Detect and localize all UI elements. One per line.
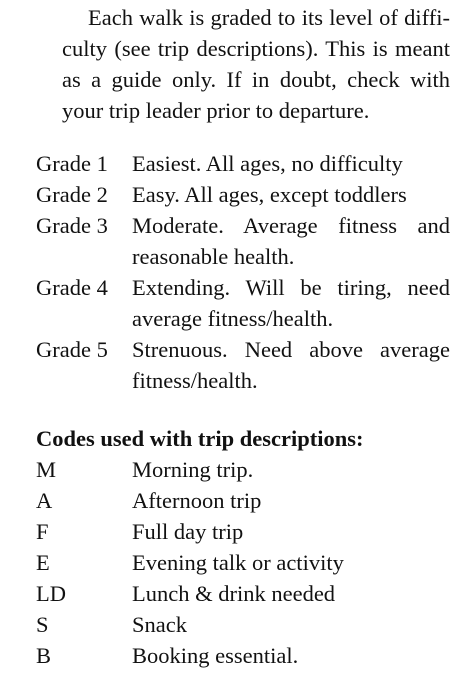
code-key: F <box>36 519 49 544</box>
code-list <box>36 454 450 671</box>
grade-label: Grade 2 <box>36 182 108 207</box>
code-row <box>36 516 450 547</box>
grade-label: Grade 4 <box>36 275 108 300</box>
code-row <box>36 454 450 485</box>
code-key: A <box>36 488 53 513</box>
grade-description <box>132 334 450 396</box>
grade-label: Grade 3 <box>36 213 108 238</box>
grade-row-5 <box>36 334 450 396</box>
code-row <box>36 578 450 609</box>
intro-line: culty (see trip descriptions). This is meant <box>62 36 450 61</box>
code-row <box>36 640 450 671</box>
code-key: E <box>36 550 50 575</box>
grade-row-4 <box>36 272 450 334</box>
codes-heading: Codes used with trip descriptions: <box>36 426 364 451</box>
document-page <box>36 2 450 671</box>
grade-list <box>36 148 450 396</box>
grade-label: Grade 5 <box>36 337 108 362</box>
code-key: LD <box>36 581 66 606</box>
grade-description <box>132 148 450 179</box>
code-description: Booking essential. <box>132 643 299 668</box>
grade-description <box>132 179 450 210</box>
grade-description-line: Easiest. All ages, no difficulty <box>132 151 403 176</box>
code-key: S <box>36 612 49 637</box>
grade-row-1 <box>36 148 450 179</box>
code-description: Afternoon trip <box>132 488 262 513</box>
code-description: Evening talk or activity <box>132 550 344 575</box>
code-key: M <box>36 457 57 482</box>
grade-description <box>132 272 450 334</box>
code-description: Full day trip <box>132 519 244 544</box>
code-row <box>36 485 450 516</box>
code-description: Snack <box>132 612 187 637</box>
intro-paragraph <box>36 2 450 126</box>
grade-description-line: Strenuous. Need above average <box>132 337 450 362</box>
intro-line: your trip leader prior to departure. <box>62 98 370 123</box>
grade-row-3 <box>36 210 450 272</box>
grade-description-line: Extending. Will be tiring, need <box>132 275 450 300</box>
grade-label: Grade 1 <box>36 151 108 176</box>
grade-description-line: fitness/health. <box>132 368 258 393</box>
grade-description <box>132 210 450 272</box>
code-description: Morning trip. <box>132 457 254 482</box>
grade-description-line: Easy. All ages, except toddlers <box>132 182 407 207</box>
code-key: B <box>36 643 52 668</box>
code-row <box>36 547 450 578</box>
grade-description-line: Moderate. Average fitness and <box>132 213 450 238</box>
intro-line: as a guide only. If in doubt, check with <box>62 67 450 92</box>
grade-description-line: average fitness/health. <box>132 306 334 331</box>
intro-line: Each walk is graded to its level of diffi- <box>88 5 450 30</box>
grade-row-2 <box>36 179 450 210</box>
grade-description-line: reasonable health. <box>132 244 295 269</box>
code-description: Lunch & drink needed <box>132 581 336 606</box>
code-row <box>36 609 450 640</box>
